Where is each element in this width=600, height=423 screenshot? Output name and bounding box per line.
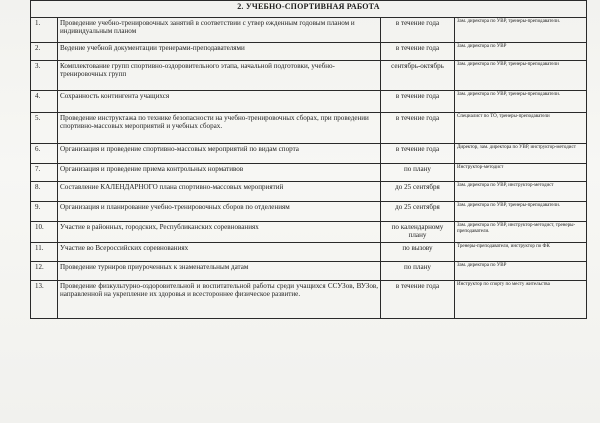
- table-row: [31, 18, 587, 43]
- row-task: Организация и проведение приема контрольных нормативов: [58, 164, 381, 182]
- row-responsible: Инструктор по спорту по месту жительства: [455, 281, 587, 319]
- row-task: Организация и планирование учебно-тренировочных сборов по отделениям: [58, 202, 381, 222]
- row-task: Участие в районных, городских, Республиканских соревнованиях: [58, 222, 381, 243]
- table-row: [31, 182, 587, 202]
- table-row: [31, 144, 587, 164]
- row-responsible: Зам. директора по УВР, тренеры-преподаватели.: [455, 202, 587, 222]
- table-row: [31, 202, 587, 222]
- row-responsible: Зам. директора по УВР, инструктор-методист: [455, 182, 587, 202]
- row-number: 5.: [31, 113, 58, 144]
- row-number: 11.: [31, 243, 58, 262]
- row-deadline: до 25 сентября: [381, 202, 455, 222]
- row-number: 3.: [31, 61, 58, 91]
- row-deadline: в течение года: [381, 113, 455, 144]
- section-title-row: [31, 1, 587, 18]
- row-number: 9.: [31, 202, 58, 222]
- row-number: 4.: [31, 91, 58, 113]
- row-responsible: Директор, зам. директора по УВР, инструктор-методист: [455, 144, 587, 164]
- table-row: [31, 61, 587, 91]
- row-deadline: сентябрь-октябрь: [381, 61, 455, 91]
- row-responsible: Зам. директора по УВР: [455, 262, 587, 281]
- row-deadline: в течение года: [381, 18, 455, 43]
- row-task: Составление КАЛЕНДАРНОГО плана спортивно-массовых мероприятий: [58, 182, 381, 202]
- row-deadline: до 25 сентября: [381, 182, 455, 202]
- table-row: [31, 222, 587, 243]
- row-task: Проведение физкультурно-оздоровительной и воспитательной работы среди учащихся ССУЗов, ВУЗов, направленной на укрепление их здоровья и всестороннее физическое развитие.: [58, 281, 381, 319]
- row-task: Сохранность контингента учащихся: [58, 91, 381, 113]
- table-row: [31, 243, 587, 262]
- row-number: 12.: [31, 262, 58, 281]
- table-row: [31, 91, 587, 113]
- row-task: Проведение учебно-тренировочных занятий в соответствии с утвер ежденным годовым планом и индивидуальным планом: [58, 18, 381, 43]
- row-deadline: по плану: [381, 262, 455, 281]
- row-number: 7.: [31, 164, 58, 182]
- row-number: 8.: [31, 182, 58, 202]
- row-number: 6.: [31, 144, 58, 164]
- table-row: [31, 281, 587, 319]
- row-number: 13.: [31, 281, 58, 319]
- row-task: Комплектование групп спортивно-оздоровительного этапа, начальной подготовки, учебно-тренировочных групп: [58, 61, 381, 91]
- row-responsible: Тренеры-преподаватели, инструктор по ФК: [455, 243, 587, 262]
- row-deadline: в течение года: [381, 144, 455, 164]
- row-deadline: по плану: [381, 164, 455, 182]
- row-responsible: Зам. директора по УВР, тренеры-преподаватели: [455, 61, 587, 91]
- row-task: Проведение турниров приуроченных к знаменательным датам: [58, 262, 381, 281]
- row-task: Участие во Всероссийских соревнованиях: [58, 243, 381, 262]
- row-responsible: Зам. директора по УВР, инструктор-методист, тренеры-преподаватели.: [455, 222, 587, 243]
- row-responsible: Специалист по ТО, тренеры-преподаватели: [455, 113, 587, 144]
- table-row: [31, 164, 587, 182]
- table-row: [31, 262, 587, 281]
- row-deadline: по вызову: [381, 243, 455, 262]
- row-deadline: по календарному плану: [381, 222, 455, 243]
- row-deadline: в течение года: [381, 43, 455, 61]
- row-responsible: Зам. директора по УВР, тренеры-преподаватели.: [455, 91, 587, 113]
- row-responsible: Зам. директора по УВР: [455, 43, 587, 61]
- section-title: 2. УЧЕБНО-СПОРТИВНАЯ РАБОТА: [31, 1, 587, 18]
- table-row: [31, 113, 587, 144]
- row-deadline: в течение года: [381, 281, 455, 319]
- row-task: Организация и проведение спортивно-массовых мероприятий по видам спорта: [58, 144, 381, 164]
- table-row: [31, 43, 587, 61]
- row-deadline: в течение года: [381, 91, 455, 113]
- row-number: 2.: [31, 43, 58, 61]
- row-responsible: Инструктор-методист: [455, 164, 587, 182]
- row-responsible: Зам. директора по УВР, тренеры-преподаватели.: [455, 18, 587, 43]
- row-task: Ведение учебной документации тренерами-преподавателями: [58, 43, 381, 61]
- row-number: 1.: [31, 18, 58, 43]
- row-number: 10.: [31, 222, 58, 243]
- row-task: Проведение инструктажа по технике безопасности на учебно-тренировочных сборах, при проведении спортивно-массовых мероприятий и учебных сборах.: [58, 113, 381, 144]
- work-plan-table: [30, 0, 587, 319]
